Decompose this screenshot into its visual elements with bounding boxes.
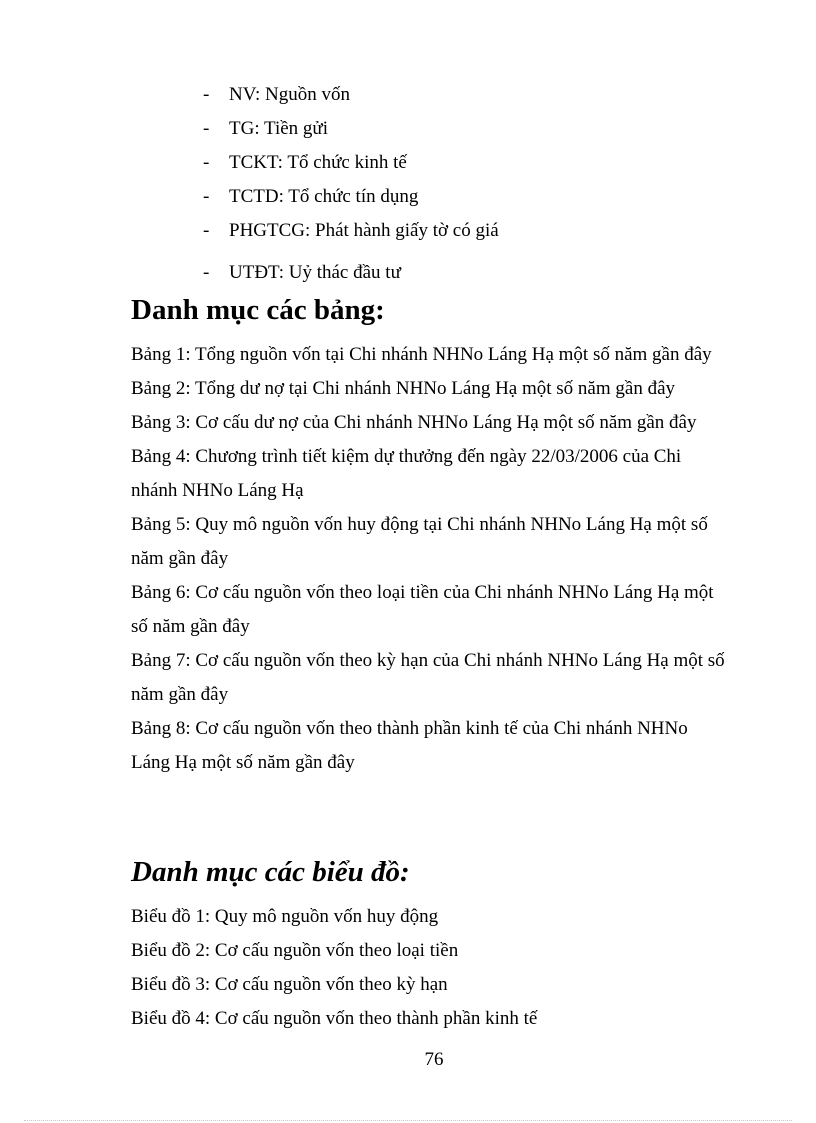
abbreviation-text: TCTD: Tổ chức tín dụng xyxy=(229,186,419,207)
table-entry: Bảng 4: Chương trình tiết kiệm dự thưởng đến ngày 22/03/2006 của Chi nhánh NHNo Láng Hạ xyxy=(131,446,682,501)
bullet-dash: - xyxy=(203,118,210,139)
bullet-dash: - xyxy=(203,220,210,241)
abbreviation-item xyxy=(203,112,499,146)
table-entry: Bảng 1: Tổng nguồn vốn tại Chi nhánh NHNo Láng Hạ một số năm gần đây xyxy=(131,344,712,365)
bullet-dash: - xyxy=(203,152,210,173)
chart-entry: Biểu đồ 1: Quy mô nguồn vốn huy động xyxy=(131,906,439,927)
abbreviation-item xyxy=(203,78,499,112)
charts-heading: Danh mục các biểu đồ: xyxy=(131,856,410,888)
table-entry: Bảng 7: Cơ cấu nguồn vốn theo kỳ hạn của Chi nhánh NHNo Láng Hạ một số năm gần đây xyxy=(131,650,725,705)
bullet-dash: - xyxy=(203,262,210,283)
abbreviation-text: PHGTCG: Phát hành giấy tờ có giá xyxy=(229,220,499,241)
chart-entry: Biểu đồ 4: Cơ cấu nguồn vốn theo thành phần kinh tế xyxy=(131,1008,538,1029)
abbreviation-item xyxy=(203,214,499,248)
abbreviation-list xyxy=(203,78,499,290)
table-entry: Bảng 3: Cơ cấu dư nợ của Chi nhánh NHNo Láng Hạ một số năm gần đây xyxy=(131,412,697,433)
page-number: 76 xyxy=(424,1049,444,1070)
page-edge-divider xyxy=(24,1120,792,1121)
abbreviation-text: UTĐT: Uỷ thác đầu tư xyxy=(229,262,401,283)
table-entry: Bảng 5: Quy mô nguồn vốn huy động tại Chi nhánh NHNo Láng Hạ một số năm gần đây xyxy=(131,514,708,569)
tables-heading: Danh mục các bảng: xyxy=(131,294,385,326)
bullet-dash: - xyxy=(203,186,210,207)
abbreviation-item xyxy=(203,256,499,290)
chart-entry: Biểu đồ 2: Cơ cấu nguồn vốn theo loại tiền xyxy=(131,940,459,961)
abbreviation-item xyxy=(203,180,499,214)
abbreviation-text: TG: Tiền gửi xyxy=(229,118,328,139)
abbreviation-text: TCKT: Tổ chức kinh tế xyxy=(229,152,407,173)
table-entry: Bảng 6: Cơ cấu nguồn vốn theo loại tiền của Chi nhánh NHNo Láng Hạ một số năm gần đây xyxy=(131,582,714,637)
bullet-dash: - xyxy=(203,84,210,105)
charts-list xyxy=(131,900,731,1036)
abbreviation-text: NV: Nguồn vốn xyxy=(229,84,351,105)
table-entry: Bảng 2: Tổng dư nợ tại Chi nhánh NHNo Láng Hạ một số năm gần đây xyxy=(131,378,676,399)
table-entry: Bảng 8: Cơ cấu nguồn vốn theo thành phần kinh tế của Chi nhánh NHNo Láng Hạ một số năm gần đây xyxy=(131,718,688,773)
chart-entry: Biểu đồ 3: Cơ cấu nguồn vốn theo kỳ hạn xyxy=(131,974,448,995)
abbreviation-item xyxy=(203,146,499,180)
tables-list xyxy=(131,338,731,780)
